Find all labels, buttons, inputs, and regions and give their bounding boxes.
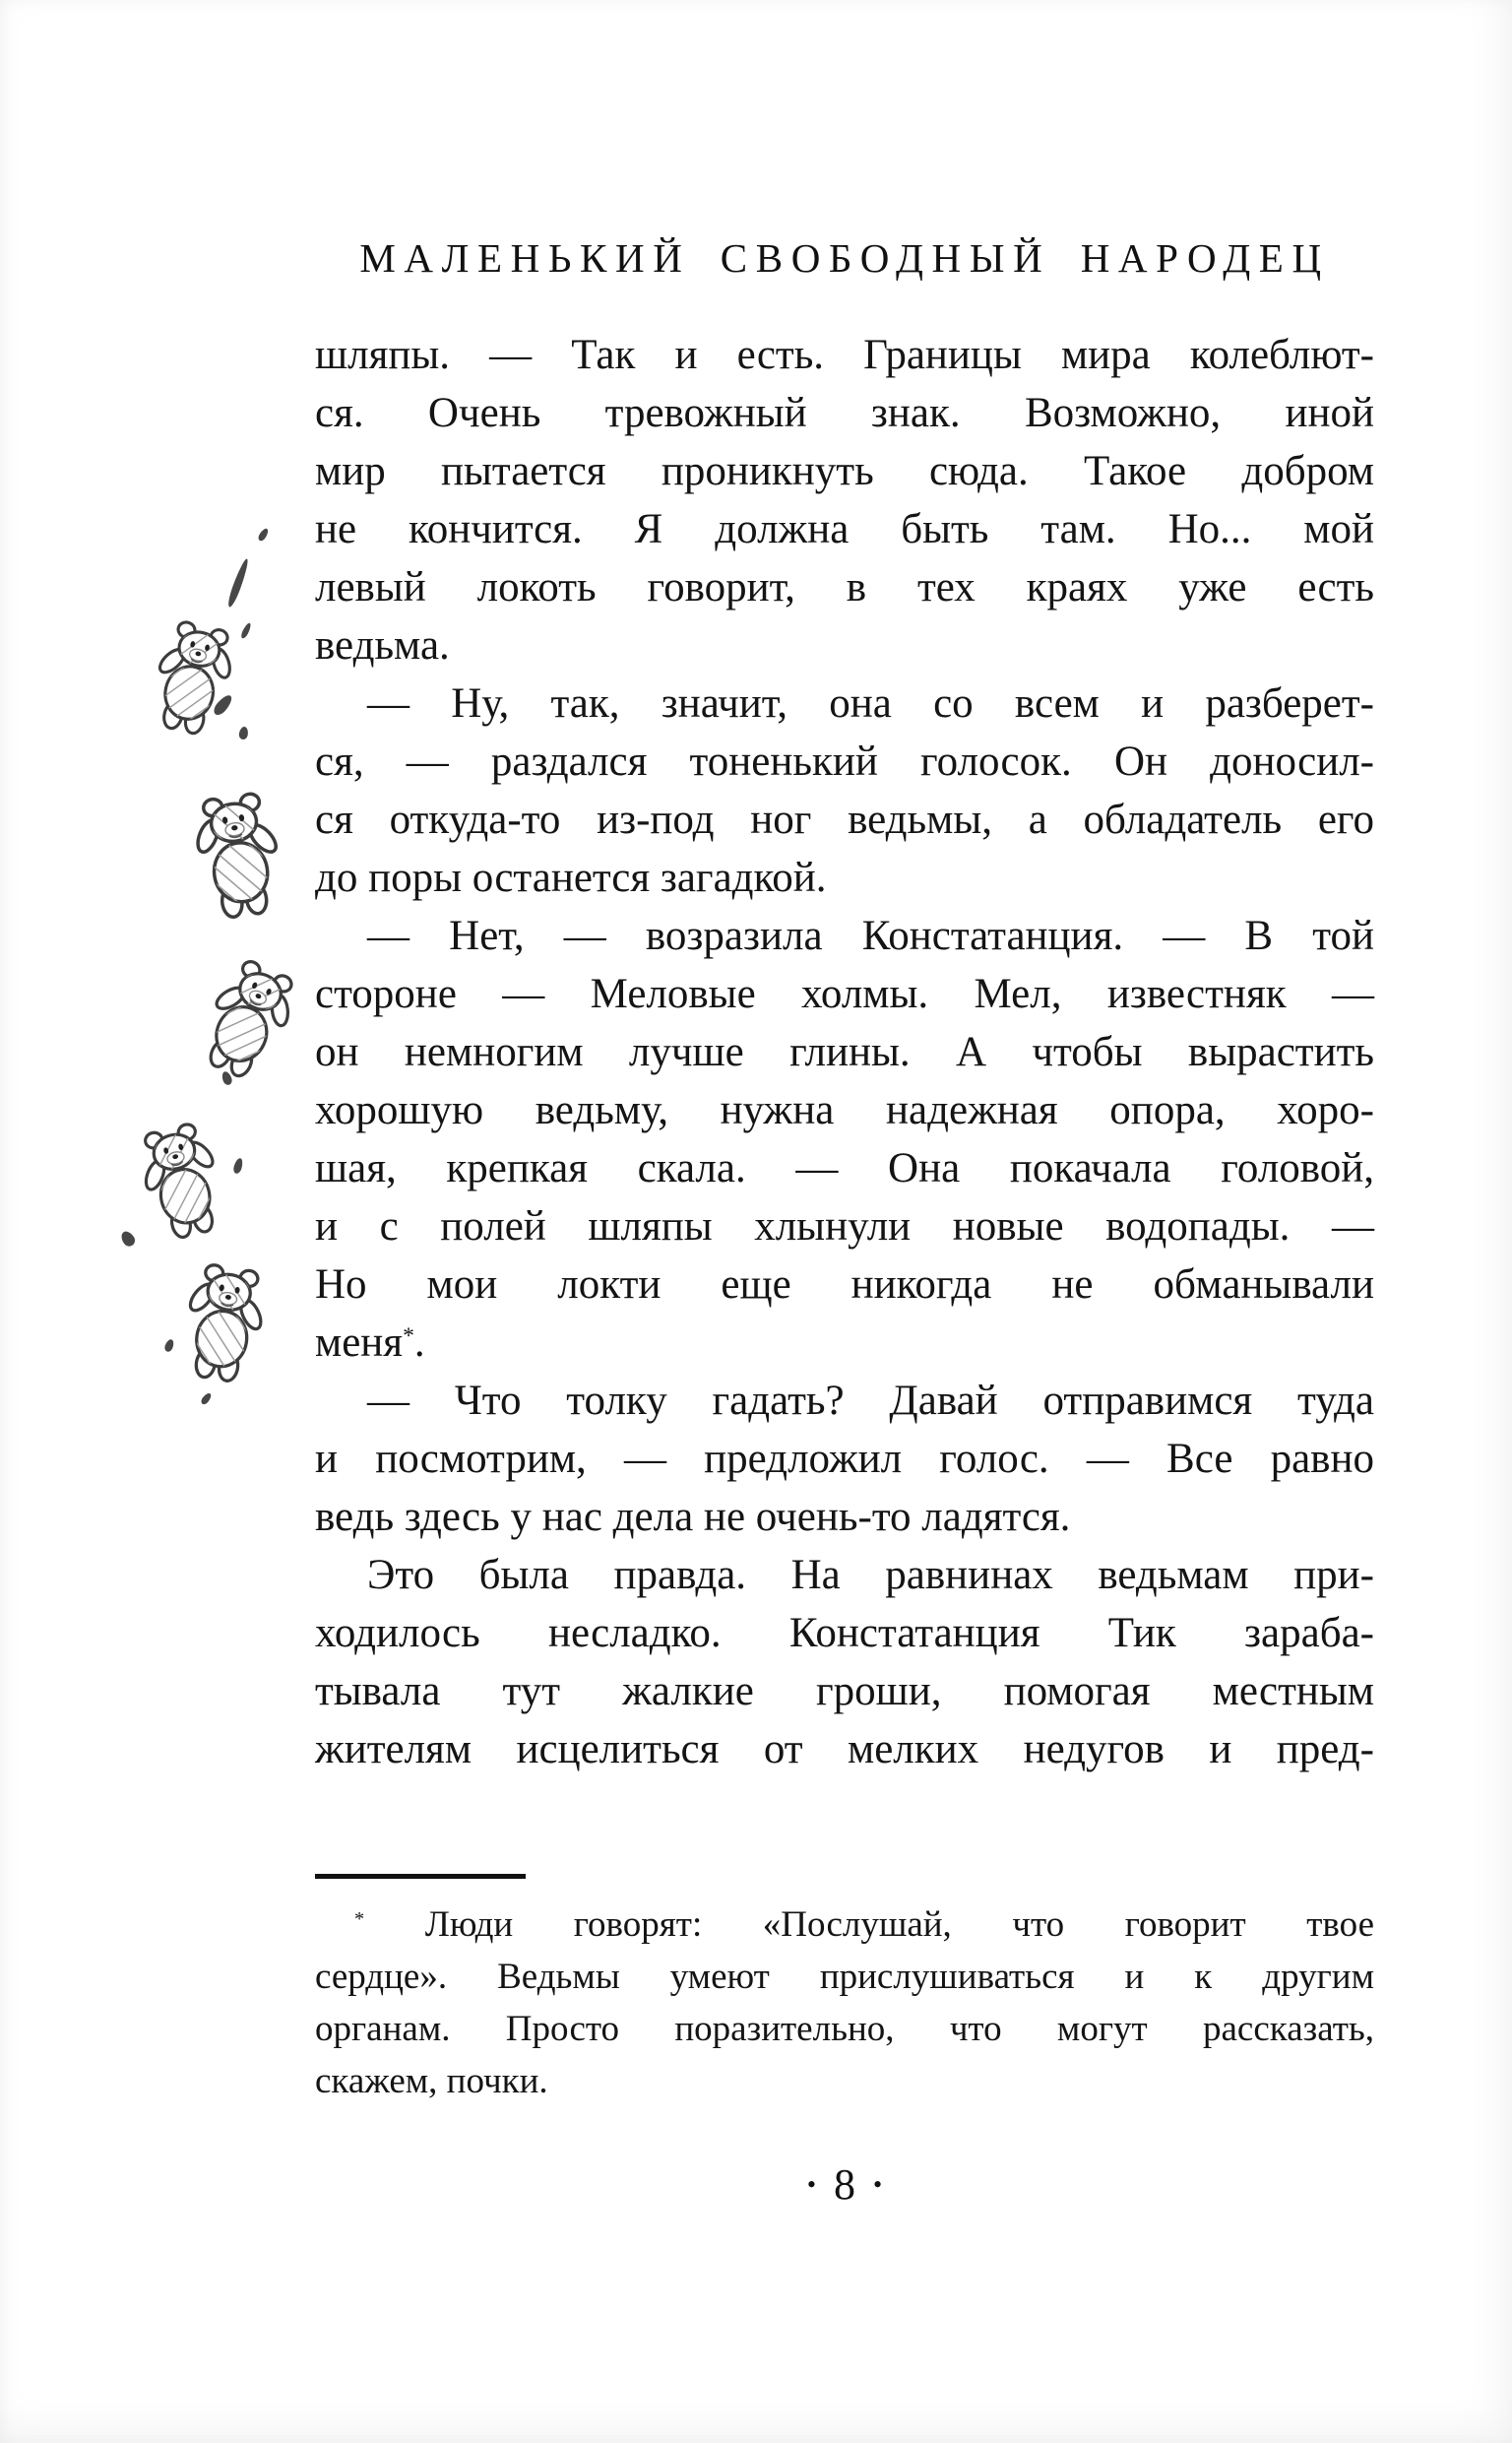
- footnote-separator: [315, 1874, 526, 1879]
- text-line: он немногим лучше глины. А чтобы вырастить: [315, 1029, 1374, 1075]
- text-line: и посмотрим, — предложил голос. — Все равно: [315, 1436, 1374, 1482]
- ink-fleck: [238, 726, 249, 739]
- text-line: ся. Очень тревожный знак. Возможно, иной: [315, 390, 1374, 436]
- body-text: [315, 326, 1374, 1778]
- ink-fleck: [225, 557, 250, 609]
- footnote: [315, 1898, 1374, 2107]
- text-line: Это была правда. На равнинах ведьмам при-: [367, 1552, 1374, 1598]
- falling-bear-doodle: [168, 1254, 281, 1388]
- page-number-dot-left: •: [806, 2170, 816, 2199]
- text-line: шляпы. — Так и есть. Границы мира колеблют-: [315, 332, 1374, 378]
- text-line: — Ну, так, значит, она со всем и разберет-: [367, 680, 1374, 727]
- ink-fleck: [200, 1391, 214, 1406]
- running-header: МАЛЕНЬКИЙ СВОБОДНЫЙ НАРОДЕЦ: [359, 235, 1330, 281]
- footnote-line: сердце». Ведьмы умеют прислушиваться и к другим: [315, 1957, 1374, 1997]
- ink-fleck: [232, 1157, 244, 1175]
- text-line: Но мои локти еще никогда не обманывали: [315, 1261, 1374, 1308]
- falling-bear-doodle: [180, 782, 296, 927]
- text-line: ведьма.: [315, 622, 450, 669]
- text-line: и с полей шляпы хлынули новые водопады. —: [315, 1203, 1374, 1250]
- ink-fleck: [257, 527, 270, 543]
- text-line: — Что толку гадать? Давай отправимся туда: [367, 1378, 1374, 1424]
- footnote-line: скажем, почки.: [315, 2061, 548, 2101]
- text-line: мир пытается проникнуть сюда. Такое добром: [315, 448, 1374, 494]
- text-line: ся откуда-то из-под ног ведьмы, а обладатель его: [315, 797, 1374, 843]
- text-line: ходилось несладко. Констатанция Тик зараба-: [315, 1610, 1374, 1656]
- text-line: жителям исцелиться от мелких недугов и пред-: [315, 1726, 1374, 1772]
- footnote-line: органам. Просто поразительно, что могут рассказать,: [315, 2009, 1374, 2049]
- ink-fleck: [119, 1229, 138, 1249]
- falling-bear-doodle: [181, 944, 315, 1092]
- falling-bear-doodle: [136, 610, 250, 743]
- page-number-dot-right: •: [873, 2170, 883, 2199]
- text-line: тывала тут жалкие гроши, помогая местным: [315, 1668, 1374, 1714]
- text-line: левый локоть говорит, в тех краях уже есть: [315, 564, 1374, 611]
- text-line: не кончится. Я должна быть там. Но... мой: [315, 506, 1374, 552]
- page-number-value: 8: [834, 2160, 855, 2209]
- footnote-line: * Люди говорят: «Послушай, что говорит твое: [354, 1904, 1374, 1945]
- falling-bear-doodle: [123, 1112, 239, 1249]
- text-line: — Нет, — возразила Констатанция. — В той: [367, 913, 1374, 959]
- page-number: [315, 2159, 1374, 2210]
- text-line: ведь здесь у нас дела не очень-то ладятся.: [315, 1494, 1071, 1540]
- text-line: шая, крепкая скала. — Она покачала головой,: [315, 1145, 1374, 1191]
- text-line: до поры останется загадкой.: [315, 855, 827, 901]
- text-line: ся, — раздался тоненький голосок. Он доносил-: [315, 739, 1374, 785]
- text-line: хорошую ведьму, нужна надежная опора, хоро-: [315, 1087, 1374, 1133]
- text-line: меня*.: [315, 1319, 425, 1366]
- text-line: стороне — Меловые холмы. Мел, известняк —: [315, 971, 1374, 1017]
